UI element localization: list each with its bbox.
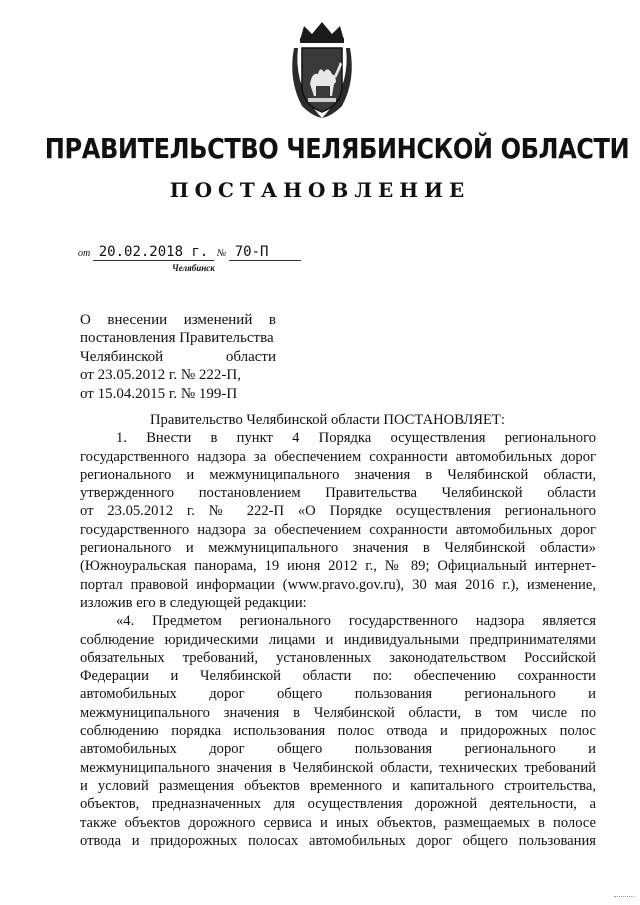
number-prefix: № xyxy=(216,248,227,259)
body-line: Правительство Челябинской области ПОСТАНОВЛЯЕТ: xyxy=(150,412,505,428)
document-body xyxy=(80,411,596,850)
body-line: автомобильных дорог общего пользования регионального и xyxy=(80,741,596,758)
government-title: ПРАВИТЕЛЬСТВО ЧЕЛЯБИНСКОЙ ОБЛАСТИ xyxy=(44,132,630,165)
body-line: обязательных требований, установленных законодательством Российской xyxy=(80,649,596,666)
body-line: 1. Внести в пункт 4 Порядка осуществления регионального xyxy=(116,430,596,447)
body-line: отвода и придорожных полосах автомобильных дорог общего пользования xyxy=(80,832,596,849)
body-line: соблюдению порядка использования полос отвода и придорожных полос xyxy=(80,723,596,740)
body-line: межмуниципального значения в Челябинской области, технических требований xyxy=(80,759,596,776)
body-line: Федерации и Челябинской области по: обеспечению сохранности xyxy=(80,668,596,685)
body-line: и условий размещения объектов временного и капитального строительства, xyxy=(80,777,596,794)
body-line: (Южноуральская панорама, 19 июня 2012 г., № 89; Официальный интернет- xyxy=(80,558,596,575)
body-line: государственного надзора за обеспечением сохранности автомобильных дорог xyxy=(80,448,596,465)
body-line: от 23.05.2012 г. № 222-П «О Порядке осуществления регионального xyxy=(80,503,596,520)
city-name: Челябинск xyxy=(172,263,215,273)
body-line: утвержденного постановлением Правительства Челябинской области xyxy=(80,485,596,502)
document-type: ПОСТАНОВЛЕНИЕ xyxy=(169,178,471,202)
subject-line: от 15.04.2015 г. № 199-П xyxy=(80,385,238,402)
body-line: межмуниципального значения в Челябинской области, в том числе по xyxy=(80,704,596,721)
body-line: государственного надзора за обеспечением сохранности автомобильных дорог xyxy=(80,521,596,538)
body-line: регионального и межмуниципального значения в Челябинской области» xyxy=(80,540,596,557)
body-line: регионального и межмуниципального значения в Челябинской области, xyxy=(80,466,596,483)
document-date: 20.02.2018 г. xyxy=(93,244,215,261)
subject-line: Челябинской области xyxy=(80,348,276,365)
date-prefix: от xyxy=(78,248,91,259)
body-line: автомобильных дорог общего пользования регионального и xyxy=(80,686,596,703)
subject-line: О внесении изменений в xyxy=(80,312,276,328)
subject-line: постановления Правительства xyxy=(80,330,274,347)
body-line: объектов, предназначенных для осуществления дорожной деятельности, а xyxy=(80,796,596,813)
subject-line: от 23.05.2012 г. № 222-П, xyxy=(80,367,241,384)
body-line: также объектов дорожного сервиса и иных объектов, размещаемых в полосе xyxy=(80,814,596,831)
scan-artifact xyxy=(614,890,634,897)
document-subject xyxy=(80,311,276,403)
document-number: 70-П xyxy=(229,244,301,261)
body-line: «4. Предметом регионального государственного надзора является xyxy=(116,613,596,630)
body-line: соблюдение юридическими лицами и индивидуальными предпринимателями xyxy=(80,631,596,648)
body-line: изложив его в следующей редакции: xyxy=(80,594,307,611)
body-line: портал правовой информации (www.pravo.gov.ru), 30 мая 2016 г.), изменение, xyxy=(80,576,596,593)
document-meta xyxy=(78,244,301,261)
coat-of-arms-emblem xyxy=(286,18,358,122)
